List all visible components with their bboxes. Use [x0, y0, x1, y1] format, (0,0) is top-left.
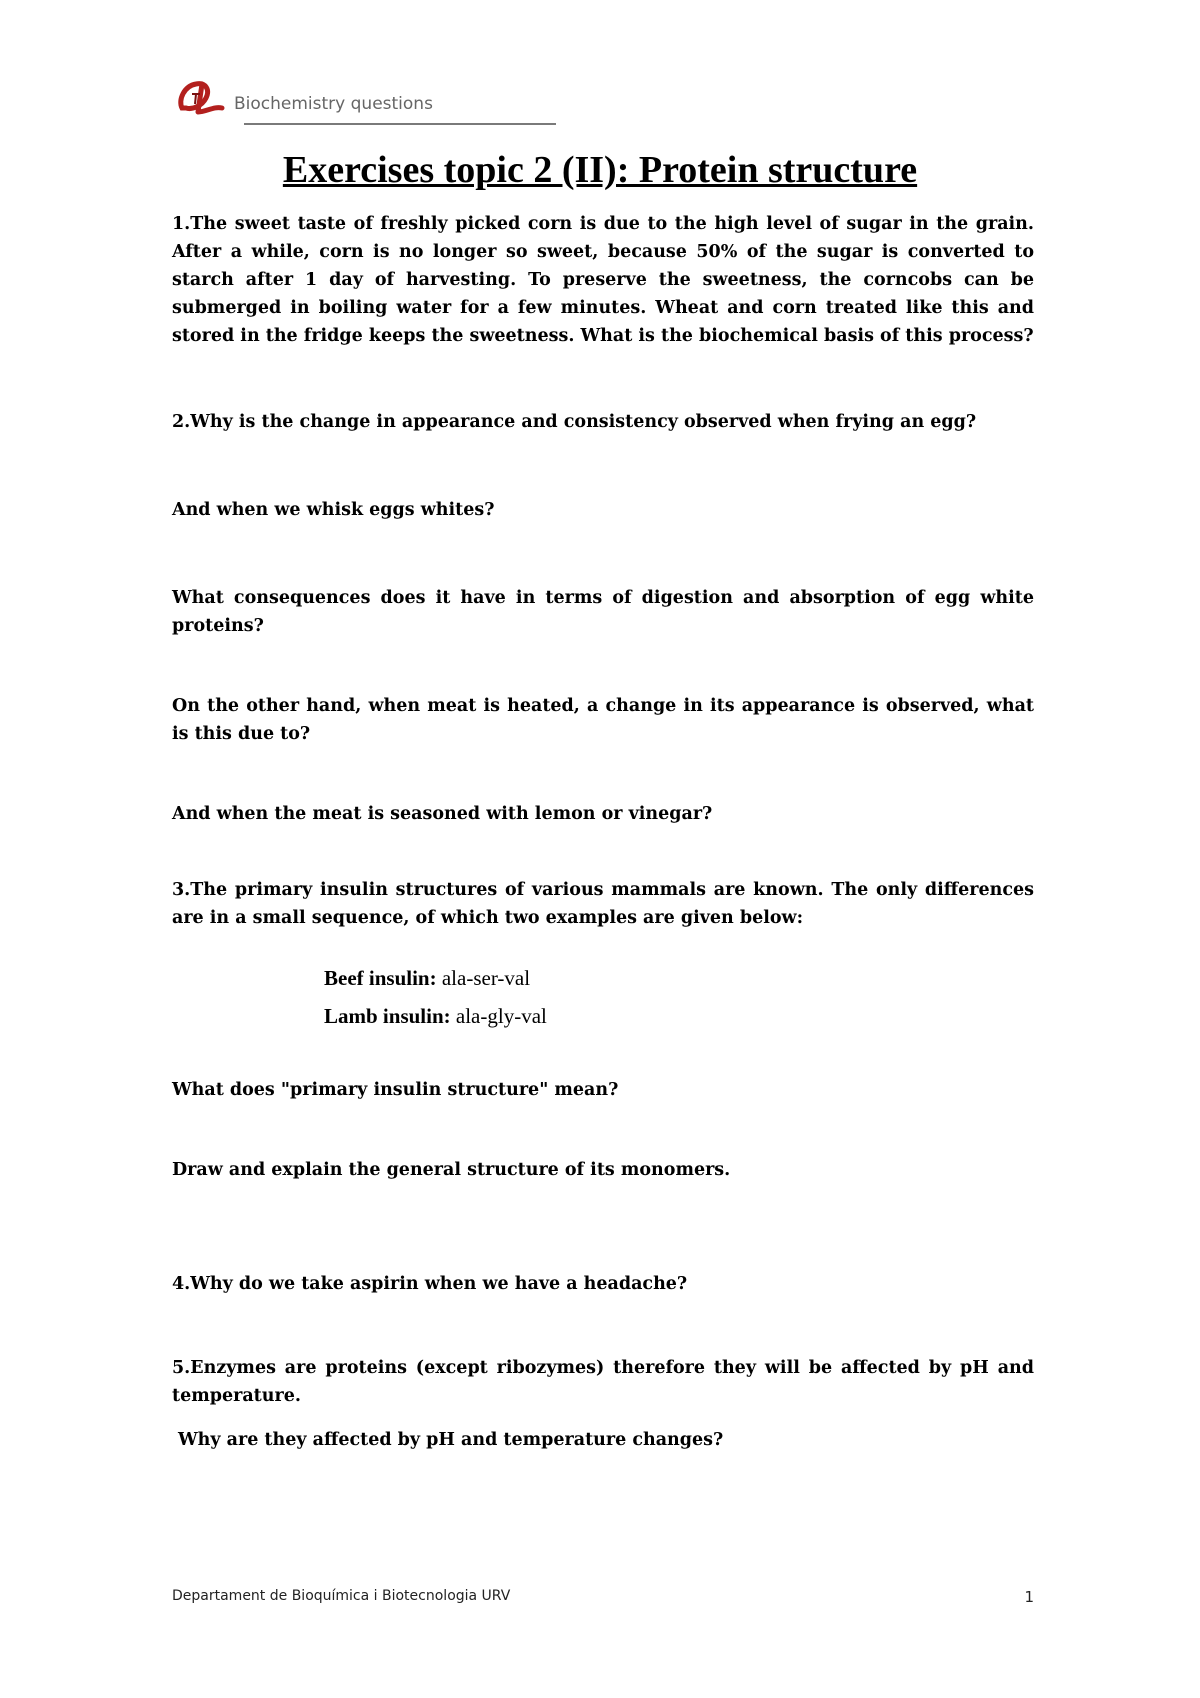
- question-2: 2.Why is the change in appearance and consistency observed when frying an egg?: [172, 412, 977, 432]
- beef-insulin-line: [324, 964, 1034, 992]
- lamb-insulin-sequence: ala-gly-val: [455, 1004, 547, 1028]
- page-title: Exercises topic 2 (II): Protein structure: [282, 149, 918, 191]
- page-header: [176, 76, 556, 128]
- question-3-meaning: What does "primary insulin structure" mean?: [172, 1080, 619, 1100]
- question-2-digestion: What consequences does it have in terms of digestion and absorption of egg white proteins?: [172, 588, 1034, 636]
- question-3: 3.The primary insulin structures of various mammals are known. The only differences are in a small sequence, of which two examples are given below:: [172, 880, 1034, 928]
- university-logo: [176, 78, 226, 118]
- beef-insulin-label: Beef insulin:: [324, 966, 437, 990]
- page-number: 1: [1024, 1588, 1034, 1606]
- exercise-list: [172, 210, 1034, 1454]
- lamb-insulin-line: [324, 1002, 1034, 1030]
- question-5: 5.Enzymes are proteins (except ribozymes) therefore they will be affected by pH and temperature.: [172, 1358, 1034, 1406]
- question-2-whisk: And when we whisk eggs whites?: [172, 500, 495, 520]
- lamb-insulin-label: Lamb insulin:: [324, 1004, 451, 1028]
- question-4: 4.Why do we take aspirin when we have a headache?: [172, 1274, 688, 1294]
- header-divider: [244, 123, 556, 125]
- footer-department: Departament de Bioquímica i Biotecnologia URV: [172, 1588, 511, 1604]
- question-2-meat: On the other hand, when meat is heated, a change in its appearance is observed, what is this due to?: [172, 696, 1034, 744]
- question-5-why: Why are they affected by pH and temperature changes?: [178, 1430, 724, 1450]
- question-3-monomers: Draw and explain the general structure of its monomers.: [172, 1160, 731, 1180]
- question-1: 1.The sweet taste of freshly picked corn is due to the high level of sugar in the grain. After a while, corn is no longer so sweet, because 50% of the sugar is converted to starch after 1 day of harvesting. To preserve the sweetness, the corncobs can be submerged in boiling water for a few minutes. Wheat and corn treated like this and stored in the fridge keeps the sweetness. What is the biochemical basis of this process?: [172, 214, 1034, 346]
- running-header: Biochemistry questions: [234, 94, 433, 114]
- question-2-lemon: And when the meat is seasoned with lemon or vinegar?: [172, 804, 713, 824]
- beef-insulin-sequence: ala-ser-val: [441, 966, 531, 990]
- page-footer: [172, 1588, 1034, 1604]
